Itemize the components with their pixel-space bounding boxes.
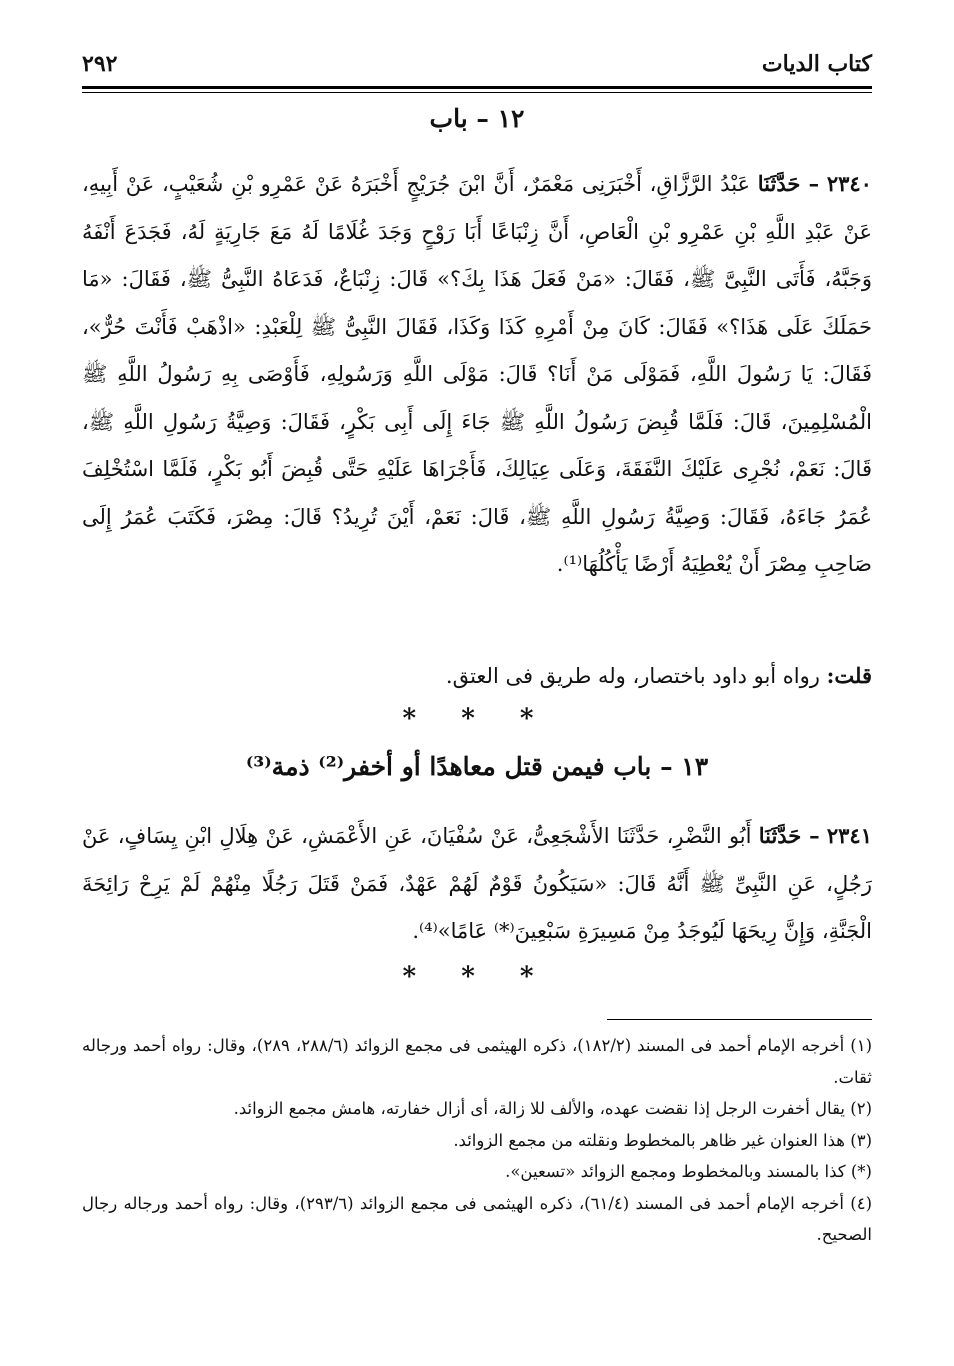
footnote: (٢) يقال أخفرت الرجل إذا نقضت عهده، والألف للا زالة، أى أزال خفارته، هامش مجمع الزوائد.	[233, 1099, 872, 1118]
chapter-heading: ١٣ – باب فيمن قتل معاهدًا أو أخفر⁽²⁾ ذمة⁽³⁾	[245, 752, 709, 781]
footnote: (*) كذا بالمسند وبالمخطوط ومجمع الزوائد «تسعين».	[505, 1162, 872, 1181]
qultu-label: قلت:	[826, 663, 872, 688]
footnote: (١) أخرجه الإمام أحمد فى المسند (١٨٢/٢)، ذكره الهيثمى فى مجمع الزوائد (٢٨٨/٦، ٢٨٩)، وقال: رواه أحمد ورجاله ثقات.	[82, 1036, 872, 1087]
running-head	[82, 44, 872, 84]
section-separator: * * *	[402, 704, 552, 734]
footnotes	[82, 1030, 872, 1251]
hadith-number: ٢٣٤٠	[826, 171, 872, 196]
footnote-rule	[607, 1019, 872, 1020]
footnote: (٤) أخرجه الإمام أحمد فى المسند (٦١/٤)، ذكره الهيثمى فى مجمع الزوائد (٢٩٣/٦)، وقال: رواه أحمد ورجاله رجال الصحيح.	[82, 1193, 872, 1244]
header-rule-thin	[82, 92, 872, 93]
hadith-text: أَبُو النَّضْرِ، حَدَّثَنَا الأَشْجَعِىُّ، عَنْ سُفْيَانَ، عَنِ الأَعْمَشِ، عَنْ هِلَالِ ابْنِ يِسَافٍ، عَنْ رَجُلٍ، عَنِ النَّبِىِّ ﷺ أَنَّهُ قَالَ: «سَيَكُونُ قَوْمٌ لَهُمْ عَهْدٌ، فَمَنْ قَتَلَ رَجُلًا مِنْهُمْ لَمْ يَرِحْ رَائِحَةَ الْجَنَّةِ، وَإِنَّ رِيحَهَا لَيُوجَدُ مِنْ مَسِيرَةِ سَبْعِينَ⁽*⁾ عَامًا»⁽⁴⁾.	[82, 824, 872, 943]
hadith-number: ٢٣٤١	[826, 823, 872, 848]
hadith-lead: – حَدَّثَنَا	[757, 171, 820, 196]
book-title: كتاب الديات	[761, 51, 872, 77]
chapter-heading: ١٢ – باب	[429, 104, 525, 133]
section-separator: * * *	[402, 962, 552, 992]
qultu-text: رواه أبو داود باختصار، وله طريق فى العتق.	[445, 664, 820, 688]
qultu-note	[82, 663, 872, 688]
footnote: (٣) هذا العنوان غير ظاهر بالمخطوط ونقلته من مجمع الزوائد.	[453, 1130, 872, 1150]
hadith-text: عَبْدُ الرَّزَّاقِ، أَخْبَرَنِى مَعْمَرٌ، أَنَّ ابْنَ جُرَيْجٍ أَخْبَرَهُ عَنْ عَمْرِو بْنِ شُعَيْبٍ، عَنْ أَبِيهِ، عَنْ عَبْدِ اللَّهِ بْنِ عَمْرِو بْنِ الْعَاصِ، أَنَّ زِنْبَاعًا أَبَا رَوْحٍ وَجَدَ غُلَامًا لَهُ مَعَ جَارِيَةٍ لَهُ، فَجَدَعَ أَنْفَهُ وَجَبَّهُ، فَأَتَى النَّبِىَّ ﷺ، فَقَالَ: «مَنْ فَعَلَ هَذَا بِكَ؟» قَالَ: زِنْبَاعٌ، فَدَعَاهُ النَّبِىُّ ﷺ، فَقَالَ: «مَا حَمَلَكَ عَلَى هَذَا؟» فَقَالَ: كَانَ مِنْ أَمْرِهِ كَذَا وَكَذَا، فَقَالَ النَّبِىُّ ﷺ لِلْعَبْدِ: «اذْهَبْ فَأَنْتَ حُرٌّ»، فَقَالَ: يَا رَسُولَ اللَّهِ، فَمَوْلَى مَنْ أَنَا؟ قَالَ: مَوْلَى اللَّهِ وَرَسُولِهِ، فَأَوْصَى بِهِ رَسُولُ اللَّهِ ﷺ الْمُسْلِمِينَ، قَالَ: فَلَمَّا قُبِضَ رَسُولُ اللَّهِ ﷺ جَاءَ إِلَى أَبِى بَكْرٍ، فَقَالَ: وَصِيَّةُ رَسُولِ اللَّهِ ﷺ، قَالَ: نَعَمْ، نُجْرِى عَلَيْكَ النَّفَقَةَ، وَعَلَى عِيَالِكَ، فَأَجْرَاهَا عَلَيْهِ حَتَّى قُبِضَ أَبُو بَكْرٍ، فَلَمَّا اسْتُخْلِفَ عُمَرُ جَاءَهُ، فَقَالَ: وَصِيَّةُ رَسُولِ اللَّهِ ﷺ، قَالَ: نَعَمْ، أَيْنَ تُرِيدُ؟ قَالَ: مِصْرَ، فَكَتَبَ عُمَرُ إِلَى صَاحِبِ مِصْرَ أَنْ يُعْطِيَهُ أَرْضًا يَأْكُلُهَا⁽¹⁾.	[82, 172, 872, 576]
hadith-paragraph	[82, 812, 872, 956]
hadith-paragraph	[82, 160, 872, 589]
page-number: ٢٩٢	[82, 51, 118, 77]
hadith-lead: – حَدَّثَنَا	[758, 823, 820, 848]
header-rule-thick	[82, 86, 872, 89]
